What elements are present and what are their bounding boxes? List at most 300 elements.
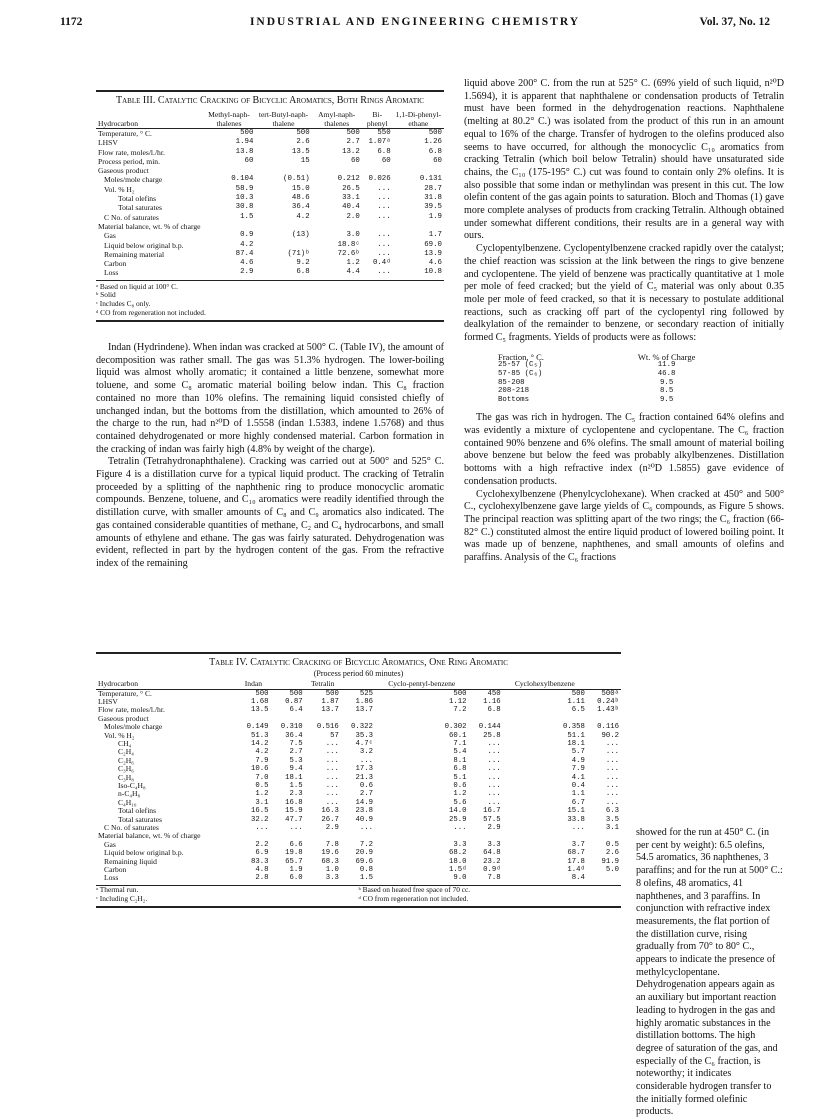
table-cell: 0.9ᵈ [483, 866, 501, 875]
table-cell: 18.1 [285, 773, 303, 782]
table-3-notes [96, 283, 444, 317]
table-cell: ... [453, 824, 467, 832]
left-column-text [96, 342, 444, 571]
table-cell: 65.7 [285, 857, 303, 866]
table-cell: 0.6 [453, 781, 467, 790]
table-row [96, 748, 621, 756]
table-cell: 1.5 [359, 874, 373, 883]
table-row [96, 689, 621, 698]
table-row [96, 157, 444, 166]
table-cell [362, 222, 393, 231]
table-row [96, 858, 621, 866]
table-row [494, 361, 699, 370]
table-cell: 0.24ᵇ [597, 697, 619, 706]
table-cell: 3.0 [346, 231, 360, 240]
table-4-col-header: Hydrocarbon [96, 680, 236, 689]
table-3-col-header: Methyl-naph-thalenes [203, 111, 256, 129]
table-cell: ... [487, 781, 501, 790]
table-cell: 51.3 [250, 731, 269, 740]
table-cell: C No. of saturates [104, 212, 159, 222]
table-cell: 3.5 [605, 815, 619, 824]
table-cell: 4.6 [240, 259, 254, 268]
table-cell: 40.4 [342, 203, 360, 212]
table-cell [375, 715, 469, 723]
table-cell: 15.0 [291, 184, 310, 193]
table-cell: 91.9 [601, 857, 619, 866]
page-number: 1172 [60, 16, 83, 28]
table-cell: C₃H₆ [118, 764, 134, 774]
journal-title: INDUSTRIAL AND ENGINEERING CHEMISTRY [249, 16, 581, 28]
paragraph-tetralin-cont: liquid above 200° C. from the run at 525° C. (69% yield of such liquid, n²⁰D 1.5694), it is apparent that naphthalene or condensation products of Tetralin must have been formed in the dehydrogenation reactions. Naphthalene (melting at 80.2° C.) was isolated from the product of this run in an amount equal to 16% of the charge. Transfer of hydrogen to the olefins produced also seems to have occurred, for although the monocyclic C₁₀ aromatics from cracking Tetralin (which boil below Tetralin) should have unsaturated side chains, the C₁₀ (175-195° C.) cut was found to contain only 2% olefins. It is also possible that some indan or methylindan was present in this cut. The low olefin content of the gas again points to saturation. Bloch and Thomas (1) gave more complete analyses of products from cracking Tetralin. Although obtained under somewhat different conditions, their results are in a general way with ours. [464, 78, 784, 242]
table-3-col-header: Amyl-naph-thalenes [312, 111, 362, 129]
table-cell: 8.1 [453, 756, 467, 765]
table-cell: 0.5 [605, 840, 619, 849]
table-row [96, 782, 621, 790]
table-row [96, 185, 444, 194]
table-row [96, 732, 621, 740]
table-cell: 46.8 [657, 369, 676, 378]
table-cell: 60 [244, 156, 254, 165]
table-cell: 6.9 [255, 849, 269, 858]
table-row [96, 166, 444, 175]
table-cell: 21.3 [355, 773, 373, 782]
table-4-footnote: ᵇ Based on heated free space of 70 cc. [358, 884, 471, 894]
table-cell: 2.9 [240, 268, 254, 277]
table-cell: 68.7 [567, 849, 585, 858]
table-row [96, 241, 444, 250]
table-cell: 32.2 [250, 815, 269, 824]
table-cell: LHSV [98, 138, 118, 148]
table-cell: 17.8 [567, 857, 585, 866]
table-cell: 18.0 [449, 857, 467, 866]
table-cell: 1.4ᵈ [567, 866, 585, 875]
table-cell: ... [487, 748, 501, 757]
table-cell: Gas [104, 231, 116, 241]
table-cell: Flow rate, moles/l./hr. [98, 705, 165, 715]
table-4-subcaption: (Process period 60 minutes) [313, 669, 404, 678]
table-4-notes [96, 886, 621, 904]
table-cell: 13.2 [342, 147, 360, 156]
table-cell: 5.6 [453, 798, 467, 807]
table-cell: 60 [350, 156, 360, 165]
table-cell: 7.8 [325, 840, 339, 849]
table-cell: Total olefins [118, 806, 157, 816]
table-cell: 500ᵃ [601, 689, 619, 698]
table-cell: 5.3 [289, 756, 303, 765]
table-cell: n-C₄H₈ [118, 789, 141, 799]
table-cell [203, 166, 256, 175]
table-cell: 13.8 [235, 147, 254, 156]
table-cell: 1.43ᵇ [597, 706, 619, 715]
table-cell: 90.2 [601, 731, 619, 740]
table-cell: 3.3 [325, 874, 339, 883]
table-cell: ... [325, 748, 339, 757]
table-cell: ... [605, 765, 619, 774]
table-cell: ... [377, 184, 391, 193]
table-cell: 3.3 [487, 840, 501, 849]
table-cell: Carbon [104, 259, 127, 269]
volume-issue: Vol. 37, No. 12 [699, 16, 770, 28]
table-cell: Vol. % H₂ [104, 184, 135, 194]
table-cell: Gaseous product [98, 166, 149, 176]
table-cell: 7.9 [255, 756, 269, 765]
table-cell: 0.302 [444, 723, 467, 732]
table-cell: 6.5 [571, 706, 585, 715]
table-3-footnote: ᵃ Based on liquid at 100° C. [96, 281, 178, 291]
table-cell: 5.4 [453, 748, 467, 757]
table-cell: 17.3 [355, 765, 373, 774]
table-cell: 16.8 [285, 798, 303, 807]
table-row [96, 723, 621, 731]
table-cell: ... [605, 790, 619, 799]
table-cell [255, 241, 311, 250]
table-cell: 0.9 [240, 231, 254, 240]
table-cell [203, 222, 256, 231]
table-cell: 525 [359, 689, 373, 698]
table-cell: 6.8 [377, 147, 391, 156]
table-cell: 2.9 [487, 824, 501, 832]
table-cell: 85-208 [498, 378, 525, 387]
table-row [96, 250, 444, 259]
table-row [494, 379, 699, 388]
table-cell: 13.5 [291, 147, 310, 156]
paragraph-tetralin: Tetralin (Tetrahydronaphthalene). Cracking was carried out at 500° and 525° C. Figure 4 is a distillation curve for a typical liquid product. The cracking of Tetralin proceeded by a splitting of the naphthenic ring to produce monocyclic aromatic compounds. Benzene, toluene, and C₁₀ aromatics were readily identified through the distillation curve, with smaller amounts of C₈ and C₉ aromatics also indicated. The gas contained considerable quantities of methane, C₂ and C₄ hydrocarbons, and small amounts of ethylene and ethane. The gas was fairly saturated. Dehydrogenation was evident, reflected in part by the hydrogen content of the gas. From the refractive index of the remaining [96, 456, 444, 569]
right-column-text [464, 78, 784, 565]
table-3-footnote: ᵇ Solid [96, 290, 116, 300]
table-cell: Moles/mole charge [104, 175, 163, 185]
table-row [96, 799, 621, 807]
table-cell: 1.26 [424, 138, 442, 147]
table-cell: 450 [487, 689, 501, 698]
table-row [96, 259, 444, 268]
table-cell: Total saturates [118, 814, 162, 824]
table-cell: 33.1 [342, 194, 360, 203]
table-cell [236, 715, 270, 723]
table-cell: ... [377, 203, 391, 212]
table-cell: 2.8 [255, 874, 269, 883]
table-4-col-header [469, 680, 503, 689]
table-3-col-header: Hydrocarbon [96, 111, 203, 129]
table-row [96, 774, 621, 782]
table-cell: 1.16 [483, 697, 501, 706]
table-row [494, 387, 699, 396]
table-cell [393, 222, 444, 231]
table-cell: 2.7 [359, 790, 373, 799]
table-cell [587, 715, 621, 723]
table-cell: 3.1 [605, 824, 619, 832]
page-header [60, 16, 770, 36]
table-cell: Liquid below original b.p. [104, 848, 184, 858]
table-cell: 19.6 [321, 849, 339, 858]
table-cell: 0.8 [359, 866, 373, 875]
table-cell: 2.7 [346, 138, 360, 147]
table-cell: 3.2 [359, 748, 373, 757]
table-cell: Bottoms [498, 395, 530, 404]
table-cell: 68.2 [449, 849, 467, 858]
table-cell [236, 832, 270, 840]
table-cell: 1.1 [571, 790, 585, 799]
table-row [96, 740, 621, 748]
table-cell: ... [325, 765, 339, 774]
table-cell: Iso-C₄H₈ [118, 780, 146, 790]
table-cell: 7.2 [359, 840, 373, 849]
paragraph-gas-rich: The gas was rich in hydrogen. The C₅ fraction contained 64% olefins and was evidently a mixture of cyclopentene and cyclopentane. The C₆ fraction contained 90% benzene and 6% olefins. The small amount of material boiling above benzene but below the feed was probably alkylbenzenes. Distillation bottoms with a high refractive index (n²⁰D 1.5855) gave evidence of condensation products. [464, 412, 784, 487]
table-row [96, 138, 444, 147]
table-cell: Gas [104, 839, 116, 849]
table-cell: Moles/mole charge [104, 722, 163, 732]
table-cell: 1.11 [567, 697, 585, 706]
table-cell [341, 715, 375, 723]
table-cell: ... [377, 240, 391, 249]
table-cell: Loss [104, 873, 119, 883]
table-cell [362, 166, 393, 175]
table-cell: 1.68 [250, 697, 269, 706]
table-3-col-header: tert-Butyl-naph-thalene [255, 111, 311, 129]
table-cell: 25-57 (C₅) [498, 361, 543, 370]
table-cell: (0.51) [283, 175, 310, 184]
table-cell: (71)ᵇ [287, 249, 310, 258]
table-cell: C No. of saturates [104, 823, 159, 832]
table-cell: ... [377, 249, 391, 258]
table-cell: 9.4 [289, 765, 303, 774]
table-cell: ... [325, 756, 339, 765]
table-cell: 4.8 [255, 866, 269, 875]
table-cell: ... [605, 748, 619, 757]
table-4-notes-right [359, 886, 622, 904]
table-cell: 57.5 [483, 815, 501, 824]
table-cell: ... [325, 773, 339, 782]
table-cell: 16.5 [250, 807, 269, 816]
table-cell: 5.1 [453, 773, 467, 782]
table-cell: 60.1 [449, 731, 467, 740]
table-cell: Total saturates [118, 203, 162, 213]
table-cell: 9.0 [453, 874, 467, 883]
table-cell: Material balance, wt. % of charge [98, 831, 201, 841]
table-cell: 2.2 [255, 840, 269, 849]
table-cell: 4.6 [428, 259, 442, 268]
table-cell: 10.3 [235, 194, 254, 203]
table-cell: 15.1 [567, 807, 585, 816]
table-cell: ... [377, 268, 391, 277]
table-cell: 1.2 [346, 259, 360, 268]
table-cell: Carbon [104, 865, 127, 875]
table-cell: 7.1 [453, 739, 467, 748]
table-cell: 48.6 [291, 194, 310, 203]
table-4-grid [96, 680, 621, 883]
table-cell: 2.6 [605, 849, 619, 858]
table-3-col-header: 1,1-Di-phenyl-ethane [393, 111, 444, 129]
table-cell: ... [325, 739, 339, 748]
table-cell: 20.9 [355, 849, 373, 858]
table-cell: 1.7 [428, 231, 442, 240]
table-cell: ... [325, 798, 339, 807]
table-cell: 1.86 [355, 697, 373, 706]
table-cell: 13.7 [321, 706, 339, 715]
fraction-col-header: Fraction, ° C. [498, 351, 544, 362]
table-cell: 500 [346, 129, 360, 137]
table-cell: 5.0 [605, 866, 619, 875]
table-cell: 1.87 [321, 697, 339, 706]
table-cell: 0.144 [478, 723, 501, 732]
table-cell: 7.2 [453, 706, 467, 715]
table-cell: 4.4 [346, 268, 360, 277]
table-cell: ... [487, 765, 501, 774]
table-cell: 0.212 [337, 175, 360, 184]
table-row [96, 175, 444, 184]
table-row [96, 203, 444, 212]
table-cell [469, 832, 503, 840]
table-cell: 1.12 [449, 697, 467, 706]
table-row [96, 222, 444, 231]
table-cell: 3.3 [453, 840, 467, 849]
table-cell: 1.9 [428, 212, 442, 221]
table-cell: 2.0 [346, 212, 360, 221]
table-row [96, 866, 621, 874]
table-cell: 0.131 [419, 175, 442, 184]
table-cell: 23.8 [355, 807, 373, 816]
table-row [494, 370, 699, 379]
table-4-footnote: ᶜ Including C₂H₂. [96, 893, 148, 903]
table-cell: 10.8 [424, 268, 442, 277]
table-cell: 550 [377, 129, 391, 137]
table-row [96, 680, 621, 689]
table-row [494, 396, 699, 405]
table-cell: 16.7 [483, 807, 501, 816]
table-cell: 3.7 [571, 840, 585, 849]
table-cell: 57 [330, 731, 339, 740]
table-cell: 25.9 [449, 815, 467, 824]
table-row [96, 832, 621, 840]
table-cell [469, 715, 503, 723]
paragraph-cyclohexylbenzene: Cyclohexylbenzene (Phenylcyclohexane). When cracked at 450° and 500° C., cyclohexylbenzene gave large yields of C₆ compounds, as Figure 5 shows. The principal reaction was splitting apart of the two rings; the C₆ fraction (66-82° C.) constituted almost the entire liquid product of lowered boiling point. It was made up of benzene, naphthenes, and small amounts of olefins and paraffins. Analysis of the C₆ fractions [464, 488, 784, 564]
table-cell: ... [377, 194, 391, 203]
table-cell: 500 [325, 689, 339, 698]
table-cell: 5.7 [571, 748, 585, 757]
table-cell: 0.87 [285, 697, 303, 706]
table-cell: 26.5 [342, 184, 360, 193]
table-cell: 2.6 [296, 138, 310, 147]
table-cell: 3.1 [255, 798, 269, 807]
table-row [96, 807, 621, 815]
table-cell: 0.516 [316, 723, 339, 732]
table-cell: 11.9 [657, 361, 676, 370]
table-cell: Liquid below original b.p. [104, 240, 184, 250]
table-cell: 0.310 [280, 723, 303, 732]
paragraph-indan: Indan (Hydrindene). When indan was cracked at 500° C. (Table IV), the amount of decomposition was rather small. The gas was 51.3% hydrogen. The lower-boiling liquid was almost wholly aromatic; it contained a little benzene, somewhat more toluene, and some C₈ aromatic material boiling below indan. This C₈ fraction contained no more than 10% olefins. The remaining liquid consisted chiefly of unchanged indan, but the bottoms from the distillation, which amounted to 26% of the charge to the run, had n²⁰D of 1.5558 (indan 1.5383, indene 1.5768) and thus contained dehydrogenated or more highly condensed material. Carbon formation in the cracking of indan was fairly high (4.8% by weight of the charge). [96, 342, 444, 455]
table-cell: 68.3 [321, 857, 339, 866]
table-row [96, 757, 621, 765]
table-cell: 0.116 [597, 723, 619, 732]
table-cell: C₃H₈ [118, 772, 134, 782]
table-cell: 58.9 [235, 184, 254, 193]
table-cell: CH₄ [118, 738, 132, 748]
right-narrow-text [636, 827, 784, 1119]
table-cell: ... [359, 756, 373, 765]
table-cell: 9.5 [659, 395, 674, 404]
table-cell: 60 [381, 156, 391, 165]
table-row [96, 213, 444, 222]
table-cell: 14.0 [449, 807, 467, 816]
table-cell [503, 715, 587, 723]
table-cell: 18.1 [567, 739, 585, 748]
table-cell: 15 [300, 156, 310, 165]
table-cell: ... [255, 824, 269, 832]
paragraph-cyclopentylbenzene: Cyclopentylbenzene. Cyclopentylbenzene cracked rapidly over the catalyst; the chief reaction was scission at the link between the rings to give benzene and cyclopentene. The yield of benzene was practically quantitative at 1 mole per mole of feed cracked; but the yield of C₅ material was only about 0.35 mole per mole of feed cracked, so that it is necessary to postulate additional reactions, such as cracking off part of the cyclopentyl ring followed by dealkylation of the remainder to benzene, or secondary reaction of initially formed C₅ fragments. Yields of products were as follows: [464, 243, 784, 344]
table-cell: 6.8 [487, 706, 501, 715]
table-cell: C₂H₄ [118, 747, 134, 757]
table-cell: 1.2 [255, 790, 269, 799]
table-cell: 6.8 [453, 765, 467, 774]
table-cell: ... [325, 781, 339, 790]
table-cell: 19.8 [285, 849, 303, 858]
table-cell: (13) [291, 231, 310, 240]
table-cell: 4.1 [571, 773, 585, 782]
table-4-col-header: Indan [236, 680, 270, 689]
table-cell: 4.7ᶜ [355, 739, 373, 748]
table-cell: 13.5 [250, 706, 269, 715]
table-cell: Vol. % H₂ [104, 730, 135, 740]
table-cell: 1.5ᵈ [449, 866, 467, 875]
table-cell [255, 222, 311, 231]
table-row [96, 816, 621, 824]
table-cell: 7.8 [487, 874, 501, 883]
table-cell: 33.8 [567, 815, 585, 824]
table-cell: ... [605, 798, 619, 807]
table-cell: 9.2 [296, 259, 310, 268]
table-row [96, 715, 621, 723]
table-4-notes-left [96, 886, 359, 904]
table-cell: 500 [255, 689, 269, 698]
table-cell: 208-218 [498, 387, 530, 396]
table-3 [96, 90, 444, 322]
table-cell: 69.6 [355, 857, 373, 866]
table-cell: 35.3 [355, 731, 373, 740]
table-row [96, 148, 444, 157]
table-cell: 6.6 [289, 840, 303, 849]
table-4-col-header: Cyclo-pentyl-benzene [375, 680, 469, 689]
table-cell: 7.9 [571, 765, 585, 774]
table-cell: 14.9 [355, 798, 373, 807]
table-cell: ... [377, 231, 391, 240]
table-cell: 9.5 [659, 378, 674, 387]
table-cell: Temperature, ° C. [98, 129, 152, 138]
table-row [96, 849, 621, 857]
table-cell: ... [487, 739, 501, 748]
table-cell: ... [359, 824, 373, 832]
table-cell: 64.8 [483, 849, 501, 858]
table-cell: 10.6 [250, 765, 269, 774]
table-cell: 4.2 [255, 748, 269, 757]
table-cell: 6.7 [571, 798, 585, 807]
table-cell: 25.8 [483, 731, 501, 740]
table-3-footnote: ᵈ CO from regeneration not included. [96, 307, 206, 317]
table-cell: 0.5 [255, 781, 269, 790]
table-3-grid [96, 111, 444, 278]
fraction-table [494, 353, 699, 405]
table-cell: 1.5 [240, 212, 254, 221]
table-cell: 8.4 [571, 874, 585, 883]
table-cell: 26.7 [321, 815, 339, 824]
table-cell: 0.4ᵈ [372, 259, 391, 268]
table-4 [96, 652, 621, 908]
table-row [96, 268, 444, 277]
table-cell: Remaining material [104, 249, 165, 259]
table-cell: 6.3 [605, 807, 619, 816]
table-cell: 18.8ᶜ [337, 240, 360, 249]
table-cell: 1.5 [289, 781, 303, 790]
table-cell: 0.026 [368, 175, 391, 184]
table-cell: 83.3 [250, 857, 269, 866]
